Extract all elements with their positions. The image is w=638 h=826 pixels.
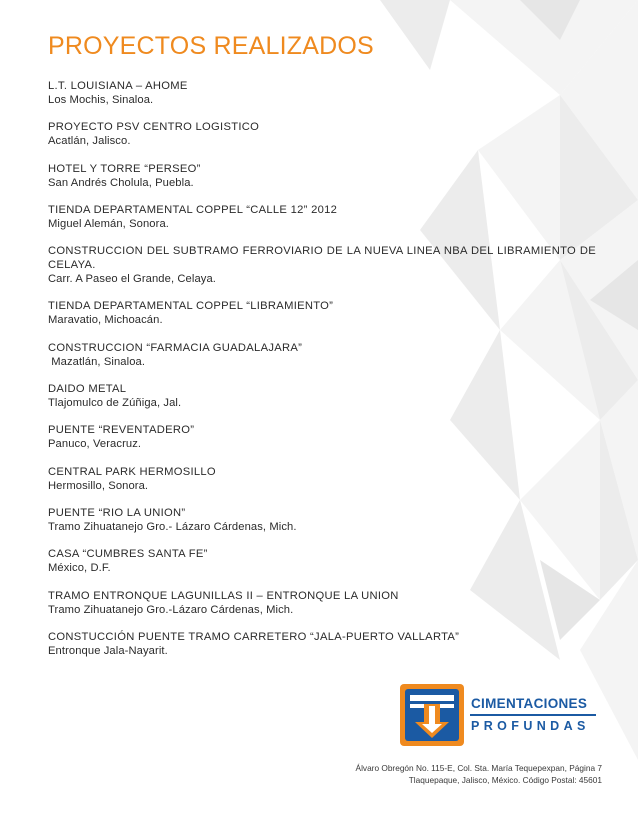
footer-address [356, 762, 602, 786]
project-item [48, 342, 596, 370]
project-location: Acatlán, Jalisco. [48, 135, 131, 148]
project-item [48, 424, 596, 452]
project-name: HOTEL Y TORRE “PERSEO” [48, 162, 201, 175]
project-item [48, 80, 596, 108]
project-name: PROYECTO PSV CENTRO LOGISTICO [48, 121, 260, 134]
project-location: Miguel Alemán, Sonora. [48, 217, 169, 230]
project-item [48, 548, 596, 576]
project-item [48, 121, 596, 149]
project-location: Los Mochis, Sinaloa. [48, 93, 154, 106]
page-title: PROYECTOS REALIZADOS [48, 32, 374, 60]
project-name: TRAMO ENTRONQUE LAGUNILLAS II – ENTRONQUE LA UNION [48, 589, 399, 602]
project-location: Entronque Jala-Nayarit. [48, 644, 168, 657]
project-name: PUENTE “REVENTADERO” [48, 424, 195, 437]
project-location: Carr. A Paseo el Grande, Celaya. [48, 273, 216, 286]
address-line-2: Tlaquepaque, Jalisco, México. Código Postal: 45601 [408, 775, 602, 785]
project-list [48, 80, 596, 672]
project-location: Tlajomulco de Zúñiga, Jal. [48, 397, 182, 409]
project-location: México, D.F. [48, 562, 111, 575]
logo-wordmark-line1: CIMENTACIONES [471, 696, 588, 711]
project-item [48, 507, 596, 535]
logo-divider [470, 714, 596, 716]
project-location: Panuco, Veracruz. [48, 438, 142, 451]
address-line-1: Álvaro Obregón No. 115-E, Col. Sta. María Tequepexpan, Página 7 [355, 763, 602, 773]
project-item [48, 631, 596, 659]
project-location: San Andrés Cholula, Puebla. [48, 176, 194, 189]
project-name: CENTRAL PARK HERMOSILLO [48, 465, 216, 478]
pile-arrow-icon [400, 684, 464, 746]
project-location: Hermosillo, Sonora. [48, 479, 149, 492]
company-logo [400, 684, 600, 746]
project-name: CONSTRUCCION DEL SUBTRAMO FERROVIARIO DE LA NUEVA LINEA NBA DEL LIBRAMIENTO DE CELAYA. [48, 245, 596, 272]
project-item [48, 466, 596, 494]
project-item [48, 245, 596, 287]
project-name: TIENDA DEPARTAMENTAL COPPEL “LIBRAMIENTO” [48, 300, 334, 313]
project-name: CASA “CUMBRES SANTA FE” [48, 548, 208, 561]
project-name: CONSTUCCIÓN PUENTE TRAMO CARRETERO “JALA-PUERTO VALLARTA” [48, 630, 460, 643]
project-location: Maravatio, Michoacán. [48, 314, 163, 327]
project-name: L.T. LOUISIANA – AHOME [48, 80, 188, 92]
project-location: Mazatlán, Sinaloa. [48, 355, 146, 368]
project-name: TIENDA DEPARTAMENTAL COPPEL “CALLE 12” 2012 [48, 203, 338, 216]
logo-wordmark-line2: PROFUNDAS [471, 719, 590, 733]
project-item [48, 383, 596, 411]
project-item [48, 163, 596, 191]
project-item [48, 590, 596, 618]
project-item [48, 300, 596, 328]
project-name: CONSTRUCCION “FARMACIA GUADALAJARA” [48, 341, 303, 354]
project-item [48, 204, 596, 232]
project-location: Tramo Zihuatanejo Gro.- Lázaro Cárdenas, Mich. [48, 520, 297, 533]
project-name: DAIDO METAL [48, 383, 127, 396]
project-location: Tramo Zihuatanejo Gro.-Lázaro Cárdenas, Mich. [48, 603, 294, 616]
project-name: PUENTE “RIO LA UNION” [48, 507, 186, 520]
